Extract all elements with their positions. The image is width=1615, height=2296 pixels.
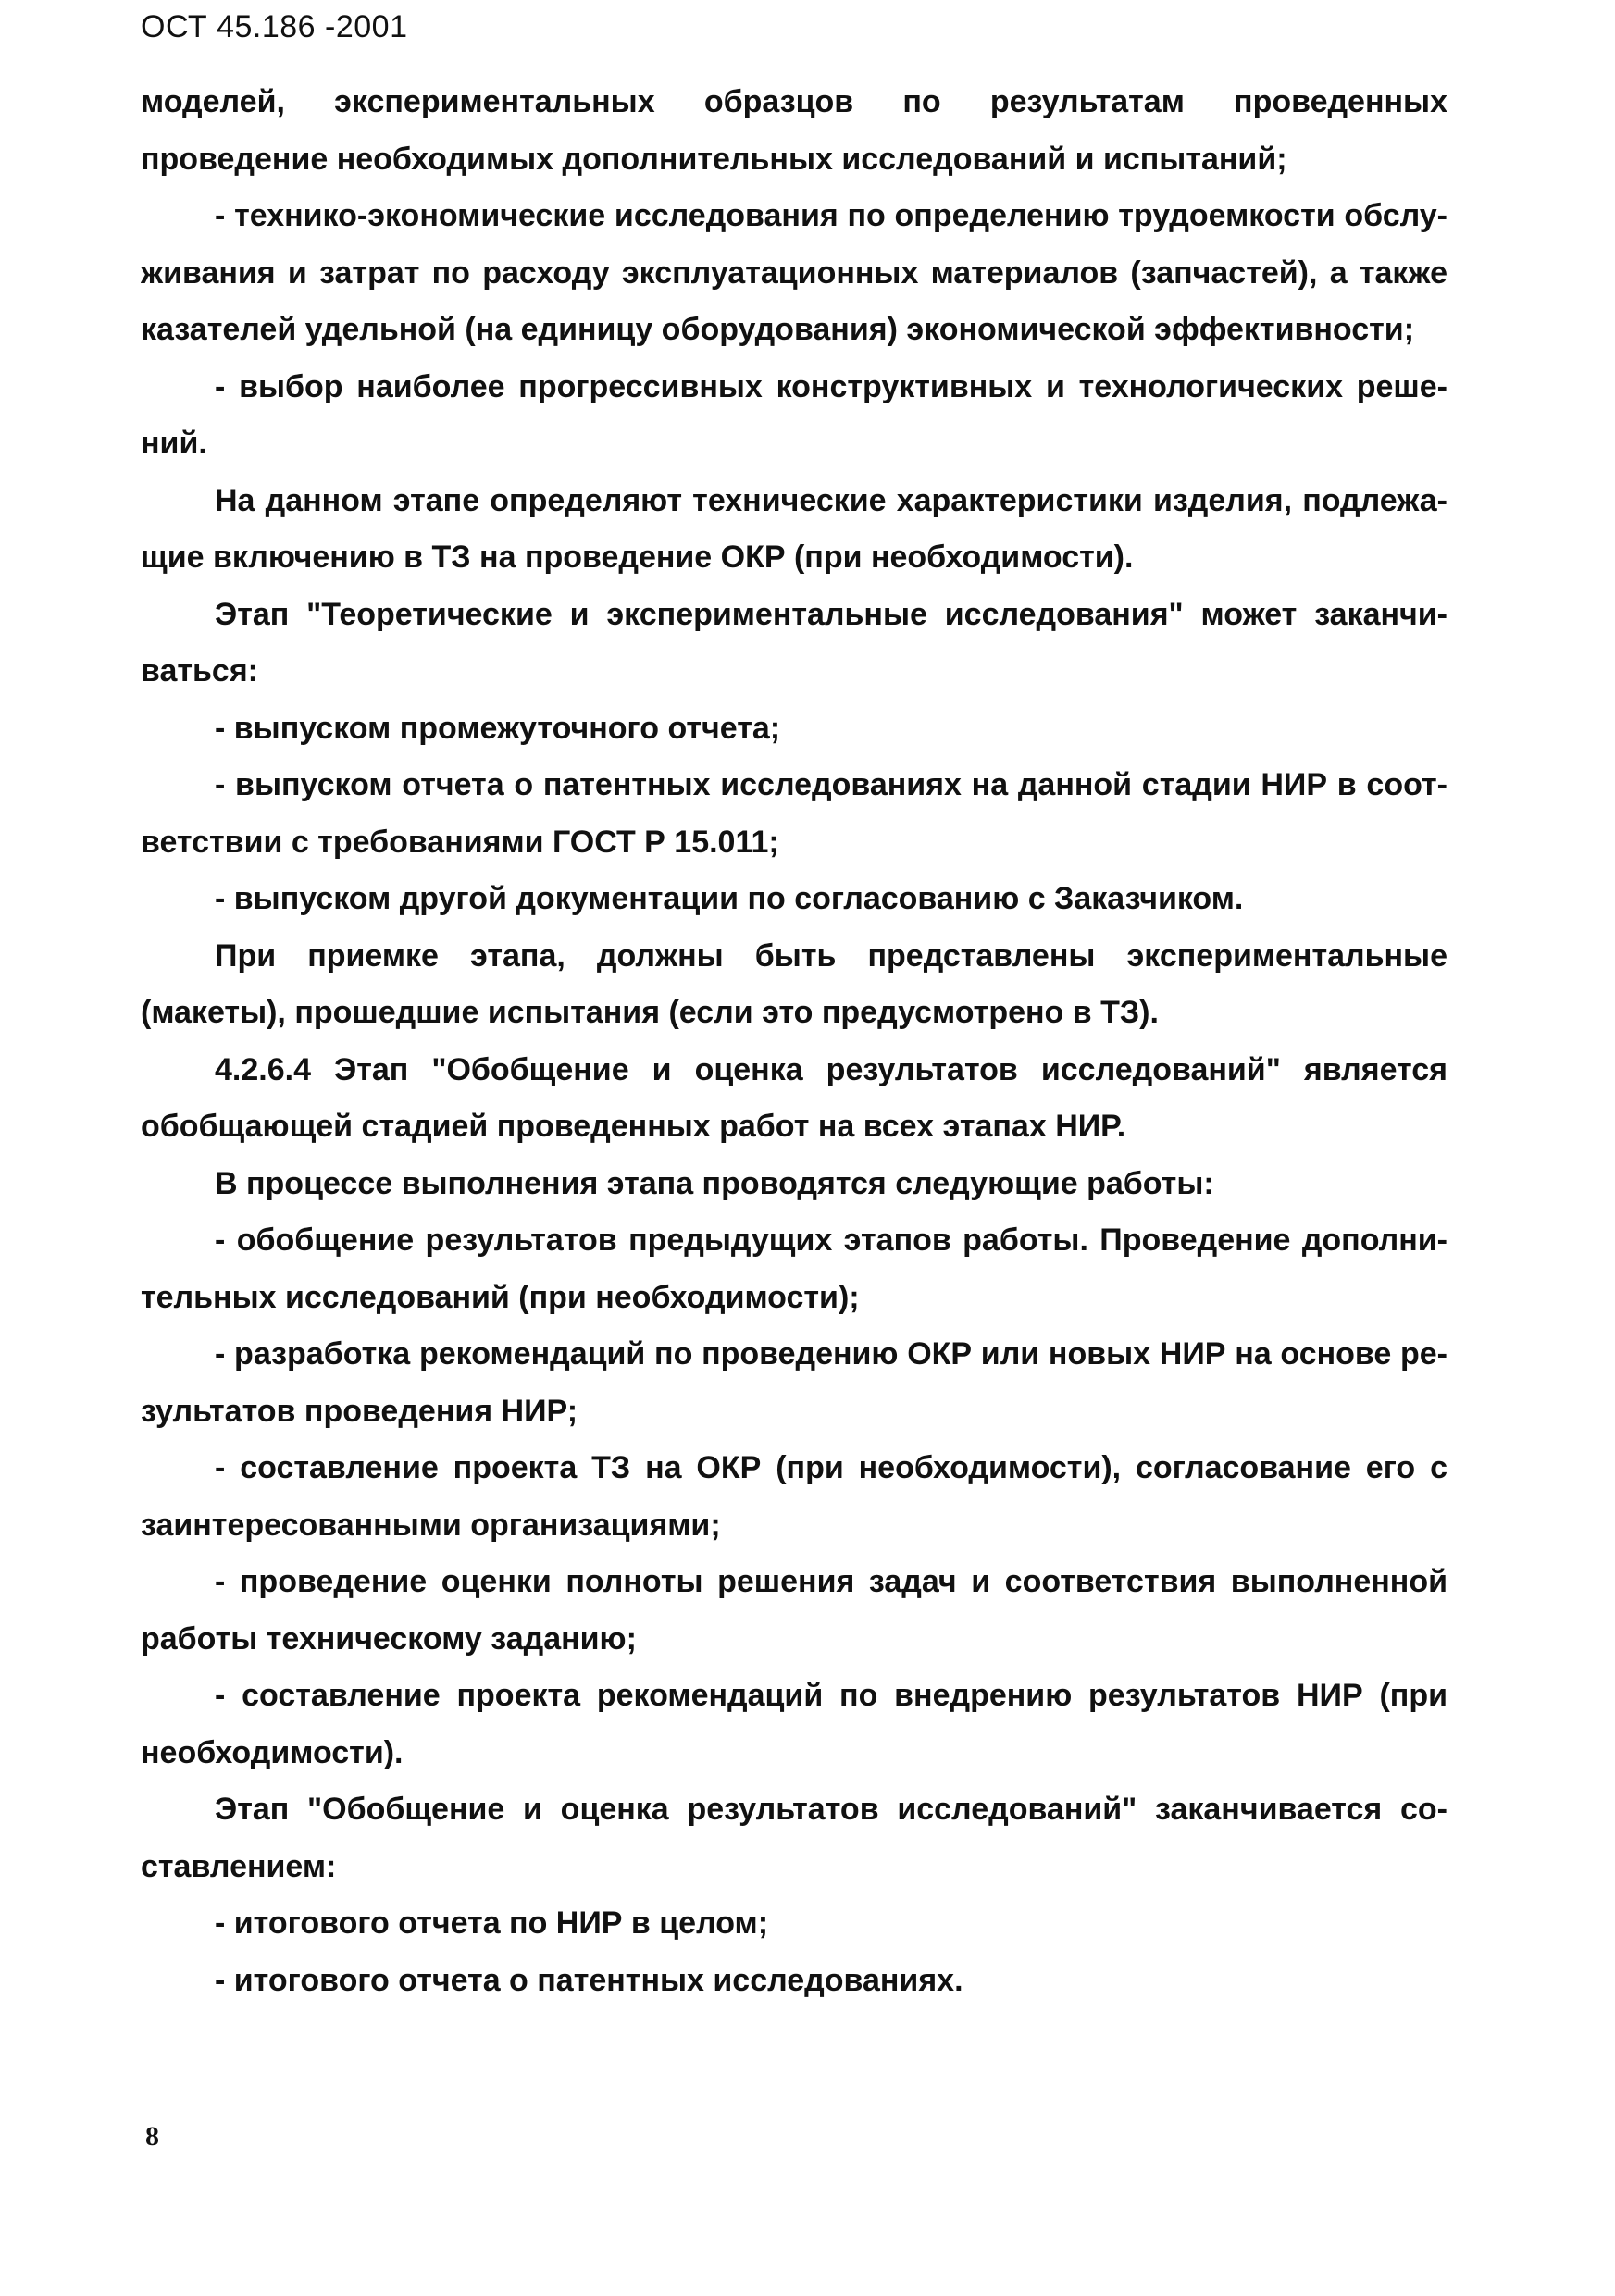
list-item-line: - разработка рекомендаций по проведению ОКР или новых НИР на основе ре- xyxy=(215,1336,1447,1371)
list-item-line: - выпуском другой документации по согласованию с Заказчиком. xyxy=(215,881,1244,916)
list-item-line: - обобщение результатов предыдущих этапов работы. Проведение дополни- xyxy=(215,1222,1447,1258)
list-item-line: - выпуском отчета о патентных исследованиях на данной стадии НИР в соот- xyxy=(215,767,1447,802)
list-item-line: - итогового отчета по НИР в целом; xyxy=(215,1905,769,1941)
list-item-line: - выбор наиболее прогрессивных конструктивных и технологических реше- xyxy=(215,368,1447,404)
paragraph-first-line: Этап "Теоретические и экспериментальные исследования" может заканчи- xyxy=(215,596,1447,632)
text-line: ний. xyxy=(141,426,207,461)
text-line: тельных исследований (при необходимости); xyxy=(141,1279,860,1315)
text-line: щие включению в ТЗ на проведение ОКР (при необходимости). xyxy=(141,540,1134,575)
document-body xyxy=(141,74,1447,2009)
list-item-line: - составление проекта рекомендаций по внедрению результатов НИР (при xyxy=(215,1678,1447,1713)
text-line: заинтересованными организациями; xyxy=(141,1507,721,1543)
list-item-line: - выпуском промежуточного отчета; xyxy=(215,710,781,746)
section-heading-line: 4.2.6.4 Этап "Обобщение и оценка результатов исследований" является xyxy=(215,1051,1447,1087)
text-line: моделей, экспериментальных образцов по результатам проведенных xyxy=(141,84,1447,119)
paragraph-first-line: Этап "Обобщение и оценка результатов исследований" заканчивается со- xyxy=(215,1792,1447,1827)
paragraph-first-line: В процессе выполнения этапа проводятся следующие работы: xyxy=(215,1165,1214,1201)
page-number: 8 xyxy=(145,2121,159,2152)
list-item-line: - составление проекта ТЗ на ОКР (при необходимости), согласование его с xyxy=(215,1450,1447,1485)
text-line: живания и затрат по расходу эксплуатационных материалов (запчастей), а также xyxy=(141,254,1447,291)
text-line: (макеты), прошедшие испытания (если это предусмотрено в ТЗ). xyxy=(141,995,1159,1030)
list-item-line: - технико-экономические исследования по определению трудоемкости обслу- xyxy=(215,198,1447,233)
text-line: обобщающей стадией проведенных работ на всех этапах НИР. xyxy=(141,1109,1126,1144)
document-code-header: ОСТ 45.186 -2001 xyxy=(141,9,408,44)
paragraph-first-line: При приемке этапа, должны быть представлены экспериментальные xyxy=(215,937,1447,974)
text-line: ставлением: xyxy=(141,1848,337,1884)
text-line: работы техническому заданию; xyxy=(141,1620,637,1657)
text-line: зультатов проведения НИР; xyxy=(141,1393,578,1429)
text-line: необходимости). xyxy=(141,1734,404,1770)
list-item-line: - проведение оценки полноты решения задач и соответствия выполненной xyxy=(215,1564,1447,1599)
text-line: ваться: xyxy=(141,653,258,689)
paragraph-first-line: На данном этапе определяют технические характеристики изделия, подлежа- xyxy=(215,482,1447,518)
text-line: ветствии с требованиями ГОСТ Р 15.011; xyxy=(141,824,779,860)
text-line: проведение необходимых дополнительных исследований и испытаний; xyxy=(141,141,1287,177)
list-item-line: - итогового отчета о патентных исследованиях. xyxy=(215,1962,963,1998)
text-line: казателей удельной (на единицу оборудования) экономической эффективности; xyxy=(141,312,1415,347)
